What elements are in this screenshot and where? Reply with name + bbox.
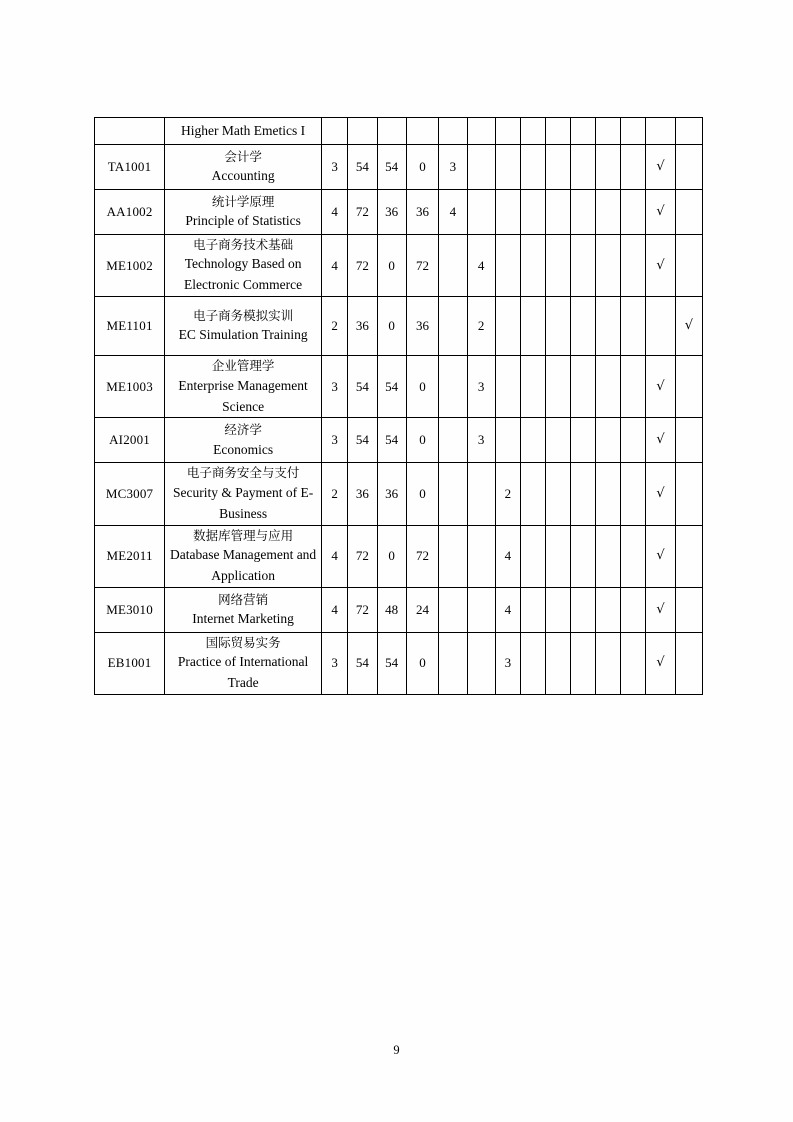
cell-semester-2: [467, 145, 495, 190]
cell-semester-4: [520, 356, 545, 418]
cell-lab-hours: 0: [406, 145, 438, 190]
cell-lab-hours: 0: [406, 632, 438, 694]
cell-course-code: AI2001: [95, 418, 165, 463]
course-name-cn: 电子商务技术基础: [193, 237, 294, 252]
cell-semester-3: [495, 118, 520, 145]
cell-mark-2: [675, 235, 702, 297]
cell-semester-5: [545, 118, 570, 145]
cell-mark-1: √: [646, 418, 675, 463]
cell-semester-6: [571, 190, 596, 235]
cell-semester-1: [439, 297, 467, 356]
cell-total-hours: 54: [348, 632, 377, 694]
cell-semester-7: [596, 525, 621, 587]
cell-mark-1: √: [646, 190, 675, 235]
table-row: [95, 356, 703, 418]
cell-semester-5: [545, 190, 570, 235]
cell-semester-8: [621, 235, 646, 297]
cell-mark-2: √: [675, 297, 702, 356]
course-name-en: Economics: [213, 441, 274, 457]
cell-semester-6: [571, 297, 596, 356]
course-name-en: EC Simulation Training: [178, 327, 308, 343]
cell-semester-8: [621, 190, 646, 235]
cell-lab-hours: 0: [406, 418, 438, 463]
cell-semester-6: [571, 587, 596, 632]
course-name-en: Principle of Statistics: [185, 213, 301, 229]
cell-lab-hours: 36: [406, 297, 438, 356]
cell-semester-7: [596, 235, 621, 297]
course-name-en: Database Management and Application: [170, 547, 317, 583]
course-name-cn: 数据库管理与应用: [193, 527, 294, 543]
cell-credit: 2: [322, 463, 348, 525]
cell-semester-3: [495, 190, 520, 235]
cell-semester-4: [520, 632, 545, 694]
cell-semester-1: [439, 587, 467, 632]
cell-semester-7: [596, 356, 621, 418]
cell-credit: 4: [322, 190, 348, 235]
cell-mark-1: √: [646, 235, 675, 297]
course-name-cn: 企业管理学: [211, 358, 275, 374]
cell-total-hours: 72: [348, 190, 377, 235]
cell-course-name: [165, 356, 322, 418]
cell-lecture-hours: 54: [377, 145, 406, 190]
cell-lab-hours: 24: [406, 587, 438, 632]
cell-semester-3: [495, 356, 520, 418]
cell-semester-7: [596, 297, 621, 356]
cell-semester-1: [439, 418, 467, 463]
table-row: [95, 632, 703, 694]
course-name-en: Technology Based on Electronic Commerce: [184, 256, 303, 293]
table-row: [95, 297, 703, 356]
cell-credit: 4: [322, 587, 348, 632]
cell-semester-5: [545, 463, 570, 525]
cell-course-code: MC3007: [95, 463, 165, 525]
cell-course-name: [165, 632, 322, 694]
cell-semester-6: [571, 118, 596, 145]
cell-semester-6: [571, 235, 596, 297]
cell-semester-8: [621, 632, 646, 694]
cell-mark-1: √: [646, 463, 675, 525]
cell-semester-4: [520, 118, 545, 145]
cell-semester-3: [495, 145, 520, 190]
cell-semester-1: [439, 525, 467, 587]
cell-semester-1: [439, 356, 467, 418]
course-table-container: [94, 117, 703, 695]
cell-semester-6: [571, 356, 596, 418]
cell-semester-2: 3: [467, 418, 495, 463]
cell-semester-2: [467, 190, 495, 235]
cell-semester-8: [621, 525, 646, 587]
cell-semester-4: [520, 145, 545, 190]
cell-semester-1: 3: [439, 145, 467, 190]
cell-lecture-hours: 36: [377, 190, 406, 235]
cell-total-hours: 36: [348, 463, 377, 525]
cell-mark-2: [675, 190, 702, 235]
cell-semester-1: [439, 463, 467, 525]
cell-course-code: ME1101: [95, 297, 165, 356]
cell-semester-6: [571, 463, 596, 525]
cell-semester-2: 3: [467, 356, 495, 418]
cell-lab-hours: 36: [406, 190, 438, 235]
course-name-cn: 电子商务安全与支付: [186, 465, 300, 481]
cell-course-name: [165, 525, 322, 587]
course-table: [94, 117, 703, 695]
course-name-en: Accounting: [211, 168, 275, 184]
cell-semester-7: [596, 190, 621, 235]
cell-semester-4: [520, 190, 545, 235]
cell-course-name: [165, 118, 322, 145]
cell-semester-8: [621, 418, 646, 463]
table-row: [95, 587, 703, 632]
cell-semester-7: [596, 463, 621, 525]
cell-course-code: ME1002: [95, 235, 165, 297]
cell-semester-5: [545, 587, 570, 632]
page-number: 9: [393, 1043, 400, 1057]
cell-semester-5: [545, 356, 570, 418]
cell-credit: 4: [322, 235, 348, 297]
cell-semester-3: 3: [495, 632, 520, 694]
cell-course-name: [165, 297, 322, 356]
cell-total-hours: 54: [348, 418, 377, 463]
cell-mark-1: [646, 118, 675, 145]
cell-lab-hours: 72: [406, 235, 438, 297]
course-name-cn: 统计学原理: [211, 193, 275, 209]
cell-course-name: [165, 190, 322, 235]
cell-mark-2: [675, 118, 702, 145]
cell-semester-4: [520, 587, 545, 632]
course-name-en: Security & Payment of E-Business: [172, 484, 314, 521]
cell-semester-8: [621, 145, 646, 190]
cell-semester-5: [545, 632, 570, 694]
cell-semester-3: [495, 235, 520, 297]
cell-credit: 3: [322, 632, 348, 694]
cell-semester-5: [545, 235, 570, 297]
cell-credit: 3: [322, 145, 348, 190]
cell-semester-2: [467, 587, 495, 632]
cell-credit: 4: [322, 525, 348, 587]
cell-lecture-hours: 0: [377, 235, 406, 297]
cell-total-hours: 72: [348, 235, 377, 297]
cell-semester-5: [545, 145, 570, 190]
cell-semester-5: [545, 525, 570, 587]
cell-semester-8: [621, 356, 646, 418]
cell-semester-5: [545, 297, 570, 356]
cell-course-name: [165, 145, 322, 190]
cell-semester-6: [571, 145, 596, 190]
cell-semester-3: 4: [495, 525, 520, 587]
cell-mark-2: [675, 356, 702, 418]
cell-semester-2: [467, 118, 495, 145]
course-name-en: Practice of International Trade: [177, 654, 309, 691]
cell-semester-8: [621, 463, 646, 525]
cell-credit: 3: [322, 418, 348, 463]
cell-mark-1: √: [646, 356, 675, 418]
cell-mark-2: [675, 587, 702, 632]
cell-semester-2: 4: [467, 235, 495, 297]
cell-semester-8: [621, 587, 646, 632]
table-row: [95, 145, 703, 190]
course-name-en: Internet Marketing: [192, 611, 294, 627]
cell-mark-2: [675, 525, 702, 587]
cell-semester-4: [520, 525, 545, 587]
cell-semester-4: [520, 235, 545, 297]
cell-course-name: [165, 418, 322, 463]
cell-semester-4: [520, 463, 545, 525]
cell-semester-8: [621, 297, 646, 356]
cell-semester-3: [495, 297, 520, 356]
cell-semester-2: [467, 463, 495, 525]
cell-mark-1: √: [646, 525, 675, 587]
cell-semester-1: 4: [439, 190, 467, 235]
table-row: [95, 463, 703, 525]
cell-lecture-hours: 48: [377, 587, 406, 632]
cell-total-hours: 72: [348, 525, 377, 587]
cell-credit: 3: [322, 356, 348, 418]
cell-lecture-hours: [377, 118, 406, 145]
cell-semester-3: 4: [495, 587, 520, 632]
course-name-cn: 经济学: [224, 422, 262, 438]
cell-course-code: [95, 118, 165, 145]
cell-lab-hours: 72: [406, 525, 438, 587]
cell-total-hours: [348, 118, 377, 145]
cell-semester-3: [495, 418, 520, 463]
cell-course-name: [165, 235, 322, 297]
table-row: [95, 235, 703, 297]
cell-course-code: ME1003: [95, 356, 165, 418]
cell-mark-1: √: [646, 587, 675, 632]
cell-mark-1: √: [646, 145, 675, 190]
cell-semester-1: [439, 632, 467, 694]
cell-course-name: [165, 587, 322, 632]
cell-lab-hours: 0: [406, 463, 438, 525]
cell-course-code: ME2011: [95, 525, 165, 587]
cell-semester-5: [545, 418, 570, 463]
cell-course-code: TA1001: [95, 145, 165, 190]
cell-course-code: AA1002: [95, 190, 165, 235]
cell-semester-6: [571, 418, 596, 463]
cell-course-name: [165, 463, 322, 525]
cell-mark-2: [675, 418, 702, 463]
cell-semester-4: [520, 418, 545, 463]
cell-lecture-hours: 54: [377, 632, 406, 694]
course-name-cn: 会计学: [224, 148, 262, 164]
cell-semester-8: [621, 118, 646, 145]
course-name-en: Higher Math Emetics I: [181, 122, 306, 138]
table-row: [95, 118, 703, 145]
cell-semester-1: [439, 235, 467, 297]
cell-semester-7: [596, 632, 621, 694]
cell-mark-1: √: [646, 632, 675, 694]
cell-semester-3: 2: [495, 463, 520, 525]
course-name-cn: 电子商务模拟实训: [193, 308, 294, 324]
cell-total-hours: 72: [348, 587, 377, 632]
cell-lecture-hours: 0: [377, 525, 406, 587]
cell-semester-6: [571, 525, 596, 587]
cell-credit: [322, 118, 348, 145]
cell-lab-hours: 0: [406, 356, 438, 418]
table-row: [95, 190, 703, 235]
cell-total-hours: 36: [348, 297, 377, 356]
course-name-cn: 网络营销: [218, 591, 269, 607]
cell-semester-6: [571, 632, 596, 694]
cell-mark-1: [646, 297, 675, 356]
cell-semester-2: [467, 525, 495, 587]
cell-semester-7: [596, 145, 621, 190]
cell-mark-2: [675, 463, 702, 525]
cell-lab-hours: [406, 118, 438, 145]
cell-semester-4: [520, 297, 545, 356]
cell-total-hours: 54: [348, 145, 377, 190]
cell-lecture-hours: 54: [377, 356, 406, 418]
cell-mark-2: [675, 145, 702, 190]
table-row: [95, 418, 703, 463]
cell-semester-7: [596, 418, 621, 463]
cell-semester-1: [439, 118, 467, 145]
cell-credit: 2: [322, 297, 348, 356]
cell-lecture-hours: 36: [377, 463, 406, 525]
course-name-en: Enterprise Management Science: [178, 377, 308, 414]
cell-course-code: EB1001: [95, 632, 165, 694]
cell-course-code: ME3010: [95, 587, 165, 632]
cell-total-hours: 54: [348, 356, 377, 418]
table-row: [95, 525, 703, 587]
cell-semester-7: [596, 587, 621, 632]
cell-semester-2: 2: [467, 297, 495, 356]
cell-semester-7: [596, 118, 621, 145]
cell-semester-2: [467, 632, 495, 694]
cell-lecture-hours: 54: [377, 418, 406, 463]
cell-lecture-hours: 0: [377, 297, 406, 356]
cell-mark-2: [675, 632, 702, 694]
course-name-cn: 国际贸易实务: [205, 634, 281, 650]
